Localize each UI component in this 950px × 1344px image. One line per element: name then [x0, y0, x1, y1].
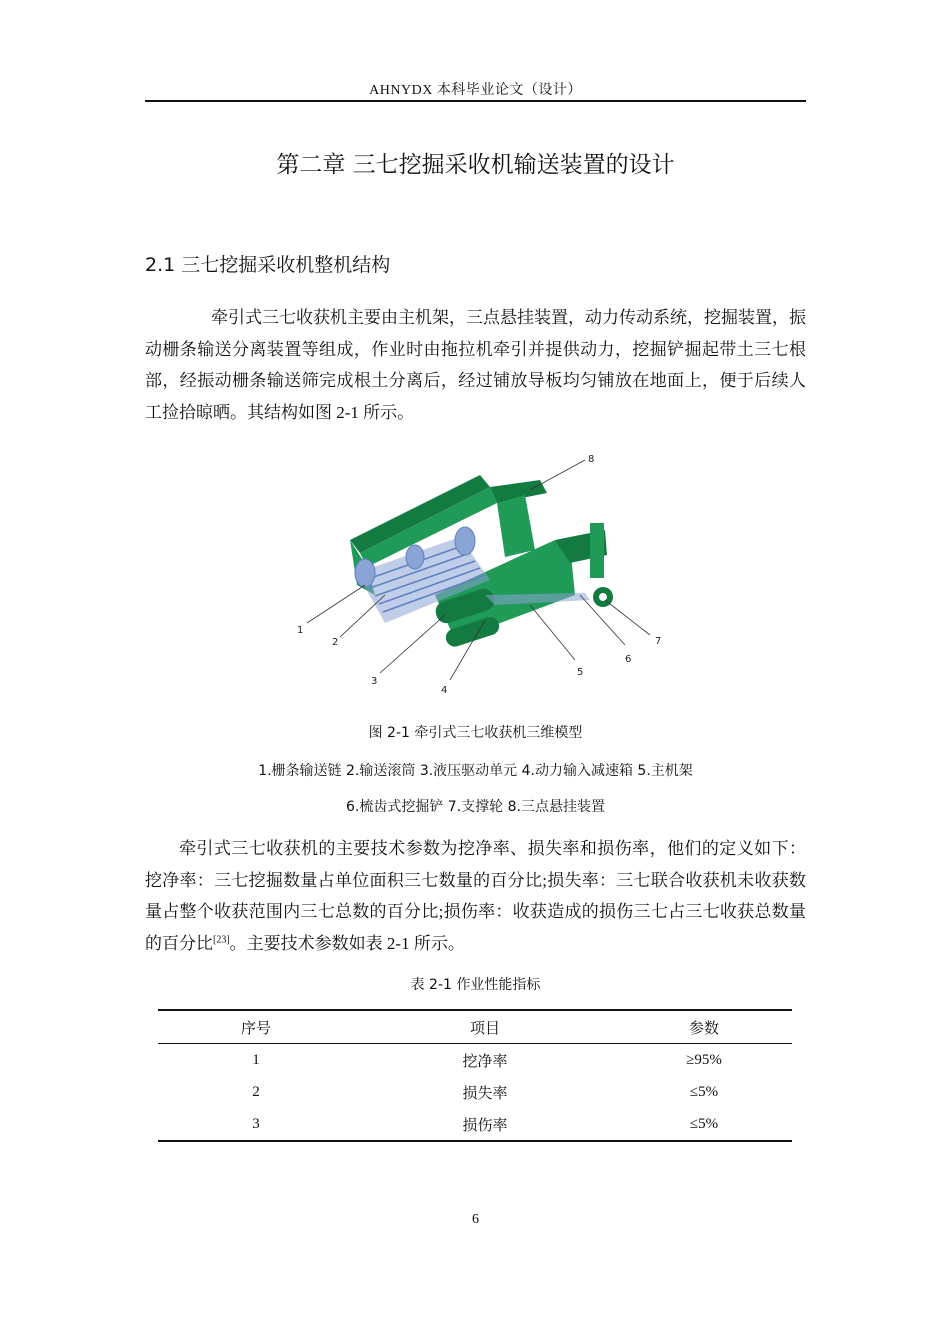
cell-value: ≤5%	[689, 1115, 719, 1132]
cell-value: ≥95%	[686, 1051, 722, 1068]
section-heading: 2.1 三七挖掘采收机整机结构	[145, 254, 391, 276]
conveyor-roller-right	[455, 527, 475, 555]
harvester-3d-model-figure	[285, 445, 675, 705]
cell-item: 损伤率	[462, 1117, 508, 1134]
citation-ref: [23]	[213, 933, 230, 945]
leader-2	[340, 595, 385, 637]
cell-no: 1	[252, 1051, 260, 1068]
chapter-title: 第二章 三七挖掘采收机输送装置的设计	[276, 152, 675, 178]
callout-4: 4	[441, 685, 448, 696]
callout-2: 2	[332, 637, 339, 648]
header-item: 项目	[469, 1020, 500, 1037]
cell-value: ≤5%	[689, 1083, 719, 1100]
hitch-tower	[497, 495, 535, 557]
header-no: 序号	[240, 1020, 271, 1037]
callout-5: 5	[577, 667, 584, 678]
figure-caption: 图 2-1 牵引式三七收获机三维模型	[368, 725, 583, 741]
performance-table	[158, 1009, 792, 1142]
figure-legend-line-1: 1.栅条输送链 2.输送滚筒 3.液压驱动单元 4.动力输入减速箱 5.主机架	[258, 763, 693, 779]
table-caption: 表 2-1 作业性能指标	[410, 977, 541, 993]
cell-no: 2	[252, 1083, 260, 1100]
leader-8	[530, 460, 585, 490]
support-wheel-post	[590, 523, 604, 578]
leader-3	[380, 615, 445, 673]
callout-3: 3	[371, 676, 378, 687]
body-paragraph-1: 牵引式三七收获机主要由主机架，三点悬挂装置，动力传动系统，挖掘装置，振动栅条输送分离装置等组成，作业时由拖拉机牵引并提供动力，挖掘铲掘起带土三七根部，经振动栅条输送筛完成根土分离后，经过铺放导板均匀铺放在地面上，便于后续人工捡拾晾晒。其结构如图 2-1 所示。	[145, 308, 806, 422]
table-row	[158, 1044, 792, 1077]
page-number: 6	[472, 1212, 479, 1227]
cell-item: 损失率	[462, 1085, 508, 1102]
figure-legend-line-2: 6.梳齿式挖掘铲 7.支撑轮 8.三点悬挂装置	[346, 799, 605, 815]
table-row	[158, 1108, 792, 1141]
running-header: AHNYDX 本科毕业论文（设计）	[369, 83, 582, 98]
header-value: 参数	[688, 1020, 719, 1037]
conveyor-roller-mid	[406, 545, 424, 569]
header-rule	[145, 100, 806, 102]
table-header-row	[158, 1010, 792, 1044]
support-wheel-hub	[599, 593, 607, 601]
callout-8: 8	[588, 454, 595, 465]
body-paragraph-2	[145, 833, 806, 959]
callout-7: 7	[655, 636, 662, 647]
callout-6: 6	[625, 654, 632, 665]
conveyor-roller-left	[355, 559, 375, 587]
leader-5	[530, 605, 575, 660]
table-row	[158, 1076, 792, 1108]
cell-item: 挖净率	[462, 1053, 508, 1070]
paragraph-2-text: 牵引式三七收获机的主要技术参数为挖净率、损失率和损伤率，他们的定义如下：挖净率：三七挖掘数量占单位面积三七数量的百分比;损失率：三七联合收获机未收获数量占整个收获范围内三七总数的百分比;损伤率：收获造成的损伤三七占三七收获总数量的百分比	[145, 839, 806, 953]
harvester-machine-illustration	[350, 475, 613, 649]
cell-no: 3	[252, 1115, 260, 1132]
paragraph-2-tail: 。主要技术参数如表 2-1 所示。	[229, 933, 465, 953]
callout-1: 1	[297, 625, 304, 636]
leader-1	[307, 585, 365, 623]
